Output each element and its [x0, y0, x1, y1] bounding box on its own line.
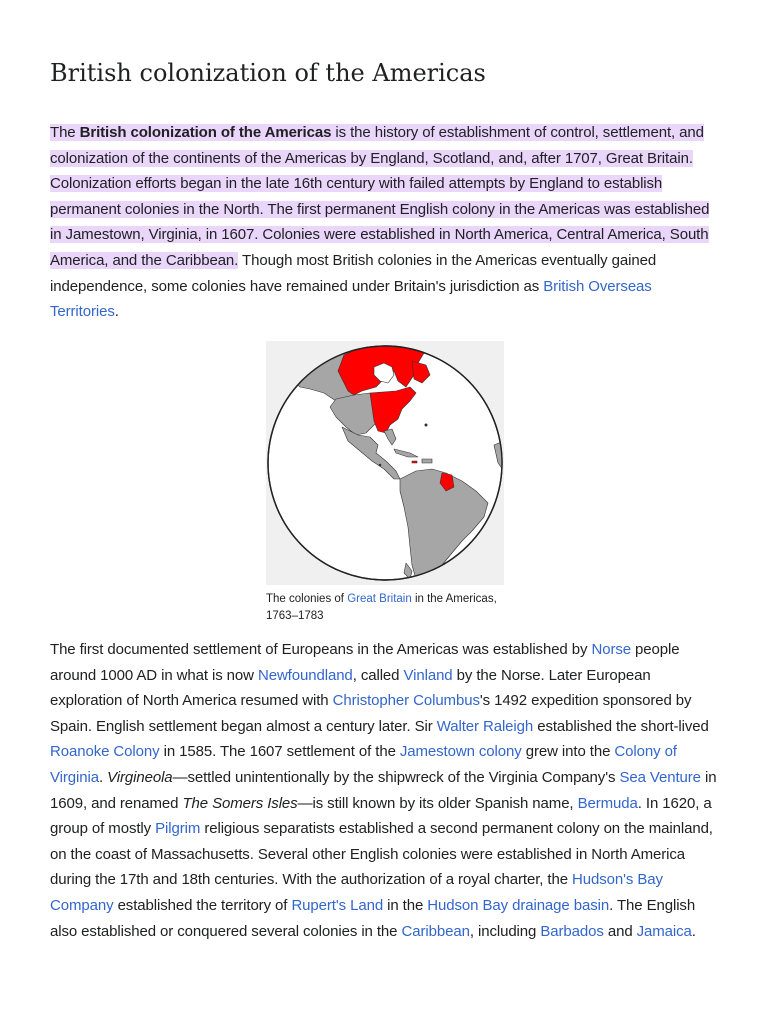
body-text: 's 1492 expedition sponsored by Spain. English settlement began almost a century later. Sir — [50, 692, 692, 735]
island-dot — [379, 464, 381, 466]
link-caribbean[interactable]: Caribbean — [401, 922, 470, 940]
body-text: —settled unintentionally by the shipwreck of the Virginia Company's — [172, 768, 620, 786]
hispaniola — [422, 459, 432, 463]
intro-text: is the history of establishment of control, settlement, and colonization of the continents of the Americas by England, Scotland, and, after 1707, Great Britain. Colonization efforts began in the late 16th century with failed attempts by England to establish permanent colonies in the North. The first permanent English colony in the Americas was established in Jamestown, Virginia, in 1607. Colonies were established in North America, Central America, South America, and the Caribbean. — [50, 124, 710, 269]
link-hudsons-bay-company[interactable]: Hudson's Bay Company — [50, 871, 663, 914]
history-paragraph — [50, 637, 718, 944]
bermuda-dot — [425, 424, 427, 426]
body-text: , including — [469, 922, 541, 940]
body-text: The first documented settlement of Europeans in the Americas was established by — [50, 641, 592, 658]
link-colony-of-virginia[interactable]: Colony of Virginia — [50, 743, 677, 786]
body-text: by the Norse. Later European exploration of North America resumed with — [50, 666, 651, 710]
intro-paragraph — [50, 120, 718, 325]
globe-map — [266, 341, 504, 585]
page-title: British colonization of the Americas — [50, 59, 486, 87]
body-text: —is still known by its older Spanish name, — [297, 794, 578, 812]
link-christopher-columbus[interactable]: Christopher Columbus — [332, 692, 480, 710]
italic-virgineola: Virgineola — [107, 768, 173, 786]
body-text: in the — [383, 896, 428, 914]
link-bermuda[interactable]: Bermuda — [577, 794, 638, 812]
article-subject-bold: British colonization of the Americas — [79, 124, 332, 141]
italic-somers-isles: The Somers Isles — [182, 794, 298, 812]
link-ruperts-land[interactable]: Rupert's Land — [291, 896, 384, 914]
body-text: religious separatists established a second permanent colony on the mainland, on the coast of Massachusetts. Several other English colonies were established in North America during the 17th and 18th centuries. With the authorization of a royal charter, the — [50, 820, 713, 889]
body-text: people around 1000 AD in what is now — [50, 641, 680, 684]
link-roanoke-colony[interactable]: Roanoke Colony — [50, 743, 160, 761]
body-text: . The English also established or conquered several colonies in the — [50, 896, 696, 940]
body-text: . In 1620, a group of mostly — [50, 794, 712, 838]
highlighted-passage[interactable] — [50, 124, 709, 269]
body-text: , called — [352, 666, 404, 684]
body-text: . — [98, 768, 108, 786]
link-barbados[interactable]: Barbados — [540, 922, 604, 940]
body-text: established the territory of — [113, 896, 292, 914]
body-text: and — [603, 922, 637, 940]
link-vinland[interactable]: Vinland — [403, 666, 453, 684]
link-newfoundland[interactable]: Newfoundland — [257, 666, 353, 684]
link-great-britain[interactable]: Great Britain — [347, 593, 412, 605]
jamaica-dot — [412, 461, 417, 463]
intro-text: Though most British colonies in the Americas eventually gained independence, some colonies have remained under Britain's jurisdiction as — [50, 251, 657, 295]
intro-text: . — [114, 303, 119, 321]
body-text: . — [691, 922, 696, 940]
link-sea-venture[interactable]: Sea Venture — [619, 768, 701, 786]
body-text: in 1585. The 1607 settlement of the — [159, 743, 400, 761]
caption-text: in the Americas, 1763–1783 — [266, 593, 497, 622]
figure-caption — [266, 591, 504, 625]
body-text: established the short-lived — [533, 717, 709, 735]
link-jamaica[interactable]: Jamaica — [636, 922, 692, 940]
link-norse[interactable]: Norse — [591, 641, 631, 658]
link-pilgrim[interactable]: Pilgrim — [155, 820, 201, 838]
body-text: in 1609, and renamed — [50, 768, 717, 812]
link-jamestown-colony[interactable]: Jamestown colony — [399, 743, 522, 761]
caption-text: The colonies of — [266, 593, 348, 605]
colonies-map-figure[interactable] — [266, 341, 504, 585]
body-text: grew into the — [521, 743, 615, 761]
intro-text: The — [50, 124, 80, 141]
link-hudson-bay-drainage-basin[interactable]: Hudson Bay drainage basin — [427, 896, 610, 914]
link-british-overseas-territories[interactable]: British Overseas Territories — [50, 277, 652, 321]
link-walter-raleigh[interactable]: Walter Raleigh — [436, 717, 534, 735]
